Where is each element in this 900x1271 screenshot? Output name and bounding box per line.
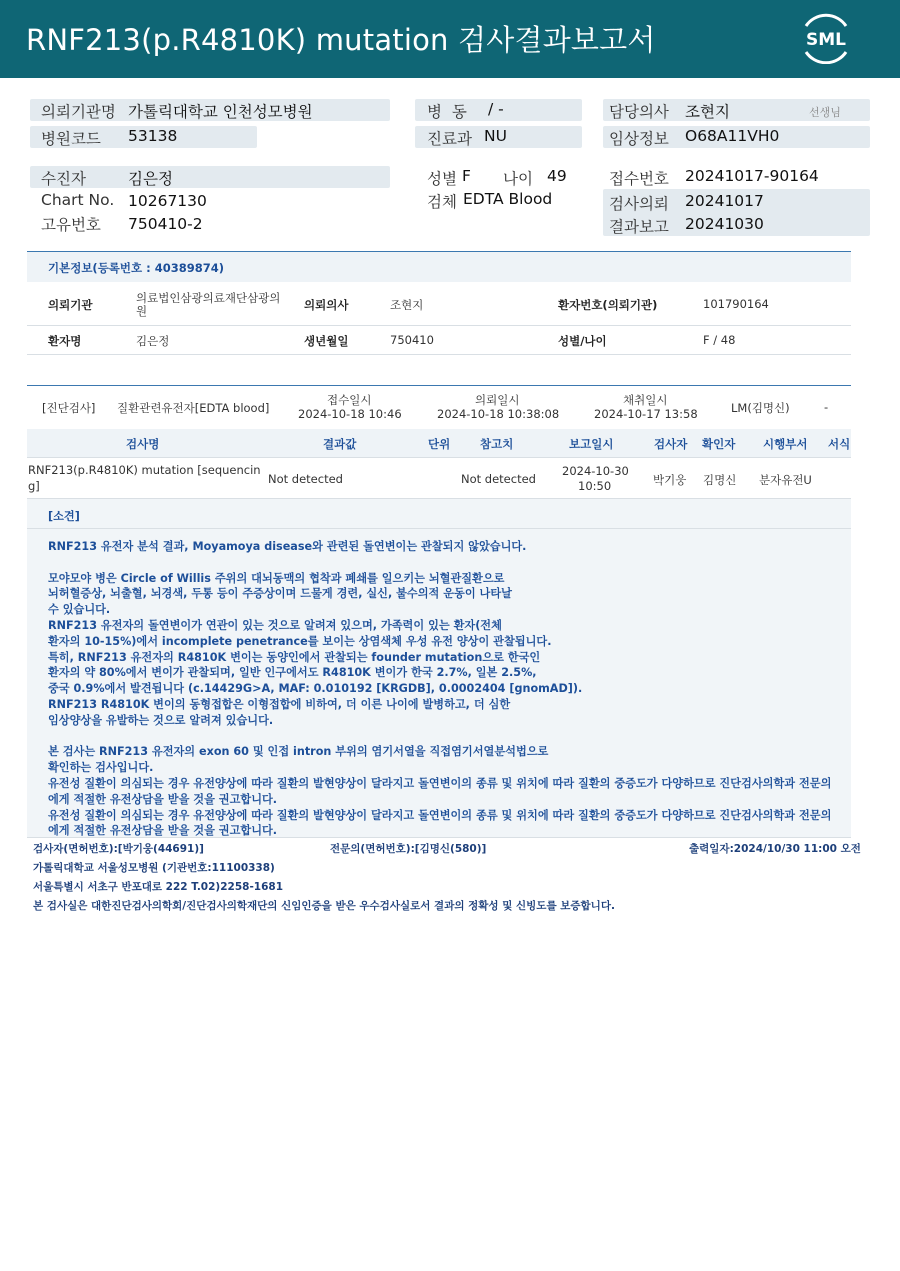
sml-logo-icon (798, 12, 854, 64)
findings-line: 모야모야 병은 Circle of Willis 주위의 대뇌동맥의 협착과 폐쇄를 일으키는 뇌혈관질환으로 (48, 571, 505, 585)
report-header (0, 0, 900, 78)
hospital-code-label: 병원코드 (41, 130, 101, 148)
col-result: 결과값 (323, 437, 357, 451)
footer-hospital: 가톨릭대학교 서울성모병원 (기관번호:11100338) (33, 862, 275, 874)
doctor-suffix: 선생님 (809, 106, 841, 119)
findings-line: 본 검사는 RNF213 유전자의 exon 60 및 인접 intron 부위의 염기서열을 직접염기서열분석법으로 (48, 745, 549, 759)
clinical-label: 임상정보 (609, 130, 669, 148)
chart-value: 10267130 (128, 192, 207, 210)
ward-label: 병 동 (427, 103, 467, 121)
findings-line: 특히, RNF213 유전자의 R4810K 변이는 동양인에서 관찰되는 founder mutation으로 한국인 (48, 650, 541, 664)
row-dept: 분자유전U (759, 473, 812, 487)
findings-line: 중국 0.9%에서 발견됩니다 (c.14429G>A, MAF: 0.010192 [KRGDB], 0.0002404 [gnomAD]). (48, 682, 583, 696)
report-title: RNF213(p.R4810K) mutation 검사결과보고서 (26, 23, 656, 57)
row-reference: Not detected (461, 472, 536, 486)
examinee-value: 김은정 (128, 170, 173, 188)
req-org-label: 의뢰기관명 (41, 103, 116, 121)
collect-dt-value: 2024-10-17 13:58 (594, 407, 698, 421)
footer-specialist: 전문의(면허번호):[김명신(580)] (330, 843, 487, 855)
col-confirmer: 확인자 (702, 437, 736, 451)
findings-line: RNF213 유전자 분석 결과, Moyamoya disease와 관련된 돌연변이는 관찰되지 않았습니다. (48, 540, 527, 553)
doctor-label: 담당의사 (609, 103, 669, 121)
result-report-value: 20241030 (685, 215, 764, 233)
basic-birth-label: 생년월일 (304, 334, 349, 348)
basic-doctor-value: 조현지 (390, 298, 424, 312)
examinee-label: 수진자 (41, 170, 86, 188)
lm-dash: - (824, 400, 829, 414)
footer-top-line (27, 837, 851, 838)
findings-line: 환자의 10-15%)에서 incomplete penetrance를 보이는 상염색체 우성 유전 양상이 관찰됩니다. (48, 634, 552, 648)
col-tester: 검사자 (654, 437, 688, 451)
basic-birth-value: 750410 (390, 333, 434, 347)
request-dt-label: 의뢰일시 (475, 393, 520, 407)
row-report-time: 10:50 (578, 479, 612, 493)
clinical-value: O68A11VH0 (685, 127, 780, 145)
collect-dt-label: 채취일시 (623, 393, 668, 407)
findings-line: 유전성 질환이 의심되는 경우 유전양상에 따라 질환의 발현양상이 달라지고 돌연변이의 종류 및 위치에 따라 질환의 중증도가 다양하므로 진단검사의학과 전문의 (48, 808, 832, 822)
request-dt-value: 2024-10-18 10:38:08 (437, 407, 560, 421)
logo-text: SML (806, 30, 846, 50)
findings-line: 에게 적절한 유전상담을 받을 것을 권고합니다. (48, 824, 278, 838)
doctor-value: 조현지 (685, 103, 730, 121)
unique-value: 750410-2 (128, 215, 203, 233)
col-dept: 시행부서 (763, 437, 808, 451)
ward-value: / - (488, 100, 504, 118)
findings-line: 수 있습니다. (48, 603, 111, 617)
col-reference: 참고치 (480, 437, 514, 451)
footer-address: 서울특별시 서초구 반포대로 222 T.02)2258-1681 (33, 881, 284, 893)
dept-value: NU (484, 127, 507, 145)
col-form: 서식 (828, 437, 851, 451)
findings-line: RNF213 R4810K 변이의 동형접합은 이형접합에 비하여, 더 이른 나이에 발병하고, 더 심한 (48, 698, 511, 711)
row-tester: 박기웅 (653, 473, 687, 487)
row-test-name-2: g] (28, 479, 40, 493)
footer-printed-date: 출력일자:2024/10/30 11:00 오전 (689, 843, 861, 855)
footer-certification: 본 검사실은 대한진단검사의학회/진단검사의학재단의 신임인증을 받은 우수검사실로서 결과의 정확성 및 신빙도를 보증합니다. (33, 900, 615, 912)
basic-org-value-1: 의료법인삼광의료재단삼광의 (136, 291, 281, 305)
test-kind: 질환관련유전자[EDTA blood] (117, 401, 270, 415)
findings-line: RNF213 유전자의 돌연변이가 연관이 있는 것으로 알려져 있으며, 가족력이 있는 환자(전체 (48, 619, 502, 632)
findings-line: 환자의 약 80%에서 변이가 관찰되며, 일반 인구에서도 R4810K 변이가 한국 2.7%, 일본 2.5%, (48, 666, 537, 680)
row-report-date: 2024-10-30 (562, 464, 629, 478)
col-unit: 단위 (428, 437, 451, 451)
basic-doctor-label: 의뢰의사 (304, 298, 349, 312)
basic-sexage-label: 성별/나이 (558, 334, 607, 348)
test-info-top-line (27, 385, 851, 386)
col-report-date: 보고일시 (569, 437, 614, 451)
receipt-value: 20241017-90164 (685, 167, 819, 185)
specimen-label: 검체 (427, 193, 457, 211)
lm-name: LM(김명신) (731, 401, 790, 415)
basic-info-bottom-line (27, 354, 851, 355)
basic-name-label: 환자명 (48, 334, 82, 348)
findings-line: 뇌허혈증상, 뇌출혈, 뇌경색, 두통 등이 주증상이며 드물게 경련, 실신, 불수의적 운동이 나타날 (48, 587, 512, 601)
findings-line: 에게 적절한 유전상담을 받을 것을 권고합니다. (48, 792, 278, 806)
row-test-name-1: RNF213(p.R4810K) mutation [sequencin (28, 463, 261, 477)
receipt-dt-value: 2024-10-18 10:46 (298, 407, 402, 421)
specimen-value: EDTA Blood (463, 190, 553, 208)
unique-label: 고유번호 (41, 216, 101, 234)
basic-info-title: 기본정보(등록번호 : 40389874) (48, 261, 225, 275)
findings-line: 임상양상을 유발하는 것으로 알려져 있습니다. (48, 713, 274, 727)
basic-sexage-value: F / 48 (703, 333, 736, 347)
findings-line: 확인하는 검사입니다. (48, 761, 154, 775)
basic-patno-label: 환자번호(의뢰기관) (558, 298, 658, 312)
receipt-dt-label: 접수일시 (327, 393, 372, 407)
test-request-label: 검사의뢰 (609, 195, 669, 213)
req-org-value: 가톨릭대학교 인천성모병원 (128, 103, 313, 121)
hospital-code-value: 53138 (128, 127, 178, 145)
basic-org-label: 의뢰기관 (48, 298, 93, 312)
findings-title-line (27, 528, 851, 529)
result-report-label: 결과보고 (609, 218, 669, 236)
findings-line: 유전성 질환이 의심되는 경우 유전양상에 따라 질환의 발현양상이 달라지고 돌연변이의 종류 및 위치에 따라 질환의 중증도가 다양하므로 진단검사의학과 전문의 (48, 777, 832, 790)
findings-title: [소견] (48, 510, 80, 523)
receipt-label: 접수번호 (609, 170, 669, 188)
age-label: 나이 (503, 170, 533, 188)
col-test-name: 검사명 (126, 437, 160, 451)
basic-patno-value: 101790164 (703, 297, 769, 311)
sex-value: F (462, 167, 471, 185)
test-category: [진단검사] (42, 401, 96, 415)
chart-label: Chart No. (41, 191, 115, 209)
dept-label: 진료과 (427, 130, 472, 148)
footer-tester: 검사자(면허번호):[박기웅(44691)] (33, 843, 204, 855)
test-request-value: 20241017 (685, 192, 764, 210)
row-confirmer: 김명신 (703, 473, 737, 487)
row-result: Not detected (268, 472, 343, 486)
basic-org-value-2: 원 (136, 304, 148, 318)
basic-info-divider (27, 325, 851, 326)
result-header-line (27, 457, 851, 458)
sex-label: 성별 (427, 170, 457, 188)
age-value: 49 (547, 167, 567, 185)
basic-name-value: 김은정 (136, 334, 170, 348)
